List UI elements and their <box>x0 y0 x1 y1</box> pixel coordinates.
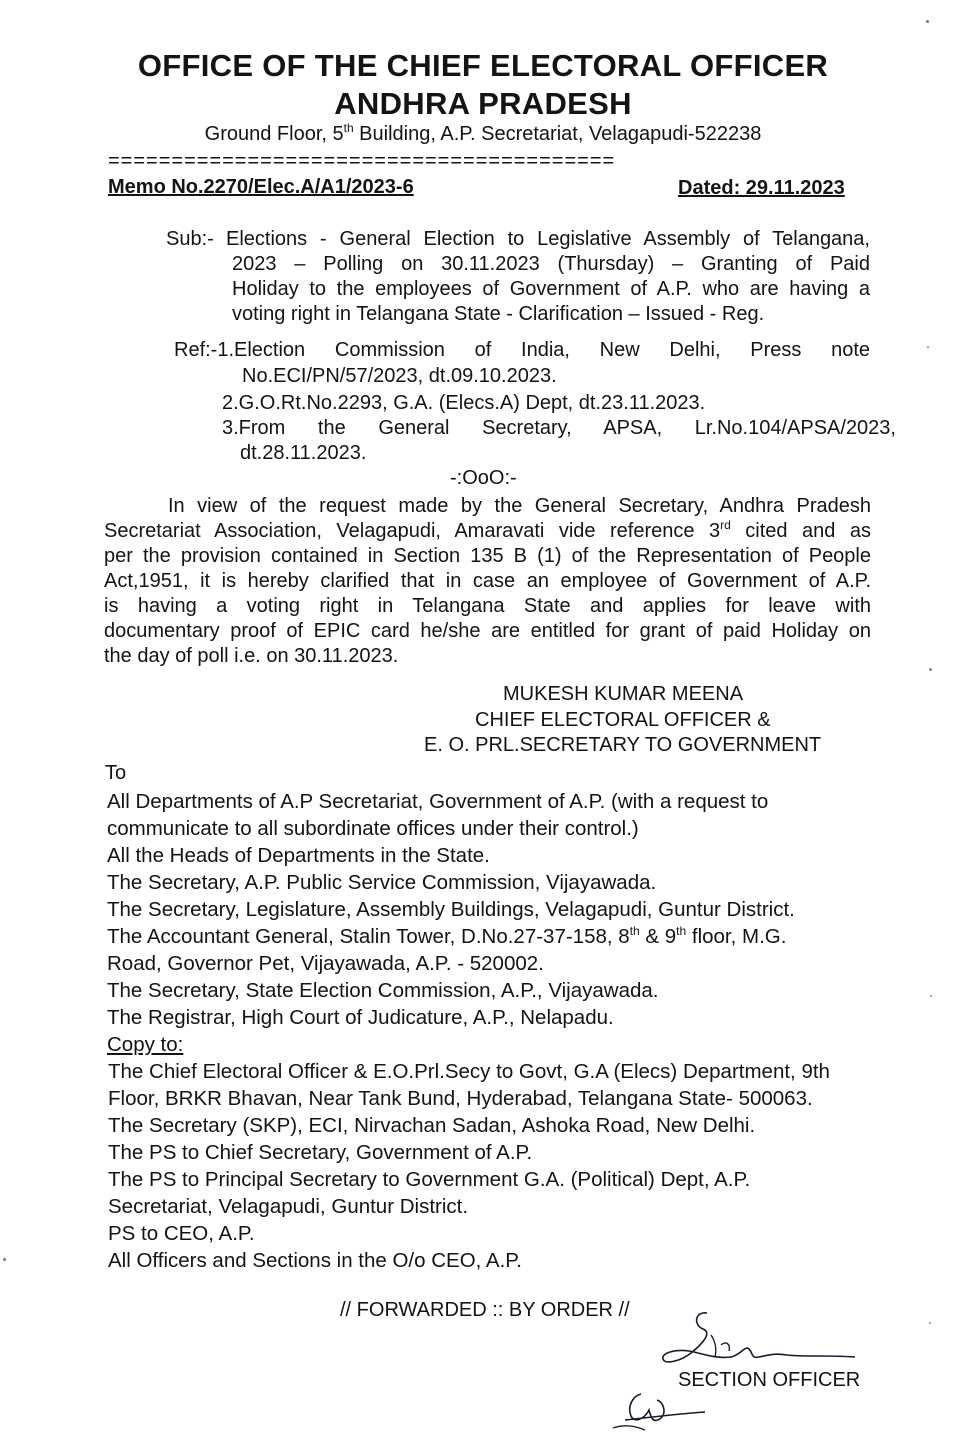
to-label: To <box>105 762 127 784</box>
copy-to-item: The PS to Principal Secretary to Government G.A. (Political) Dept, A.P. <box>108 1168 751 1191</box>
to-item: The Secretary, State Election Commission, A.P., Vijayawada. <box>107 979 659 1002</box>
subject-line-1: Elections - General Election to Legislative Assembly of Telangana, <box>226 228 870 250</box>
initials-signature <box>605 1388 715 1432</box>
body-line-3: per the provision contained in Section 135 B (1) of the Representation of People <box>104 545 871 567</box>
forwarded-by-order: // FORWARDED :: BY ORDER // <box>340 1299 630 1321</box>
subject-line-4: voting right in Telangana State - Clarification – Issued - Reg. <box>232 303 765 325</box>
copy-to-item: Secretariat, Velagapudi, Guntur District. <box>108 1195 469 1218</box>
to-item: The Registrar, High Court of Judicature, A.P., Nelapadu. <box>107 1006 614 1029</box>
to-item: The Secretary, Legislature, Assembly Buildings, Velagapudi, Guntur District. <box>107 898 795 921</box>
reference-3-line-2: dt.28.11.2023. <box>240 442 367 464</box>
office-address: Ground Floor, 5th Building, A.P. Secretariat, Velagapudi-522238 <box>204 121 762 145</box>
copy-to-item: PS to CEO, A.P. <box>108 1222 255 1245</box>
reference-1-line-1: Ref:-1.Election Commission of India, New Delhi, Press note <box>174 339 870 361</box>
copy-to-item: The PS to Chief Secretary, Government of A.P. <box>108 1141 533 1164</box>
copy-to-label: Copy to: <box>107 1033 184 1056</box>
subject-line-3: Holiday to the employees of Government of A.P. who are having a <box>232 278 870 300</box>
to-item: Road, Governor Pet, Vijayawada, A.P. - 520002. <box>107 952 544 975</box>
body-line-2: Secretariat Association, Velagapudi, Amaravati vide reference 3rd cited and as <box>104 518 871 542</box>
section-officer-label: SECTION OFFICER <box>678 1369 861 1391</box>
signatory-designation-1: CHIEF ELECTORAL OFFICER & <box>475 709 771 731</box>
body-line-7: the day of poll i.e. on 30.11.2023. <box>104 645 399 667</box>
signatory-designation-2: E. O. PRL.SECRETARY TO GOVERNMENT <box>424 734 822 756</box>
memo-date: Dated: 29.11.2023 <box>678 177 845 199</box>
body-line-6: documentary proof of EPIC card he/she are entitled for grant of paid Holiday on <box>104 620 871 642</box>
signatory-name: MUKESH KUMAR MEENA <box>503 683 744 705</box>
scan-speck <box>930 995 932 997</box>
scan-speck <box>927 346 929 348</box>
subject-line-2: 2023 – Polling on 30.11.2023 (Thursday) – Granting of Paid <box>232 253 870 275</box>
section-divider: -:OoO:- <box>450 467 517 489</box>
header-separator: ======================================== <box>108 150 616 172</box>
to-item: All Departments of A.P Secretariat, Government of A.P. (with a request to <box>107 790 769 813</box>
body-line-5: is having a voting right in Telangana State and applies for leave with <box>104 595 871 617</box>
copy-to-item: The Secretary (SKP), ECI, Nirvachan Sadan, Ashoka Road, New Delhi. <box>108 1114 756 1137</box>
to-item-accountant-general: The Accountant General, Stalin Tower, D.No.27-37-158, 8th & 9th floor, M.G. <box>107 924 787 948</box>
scan-speck <box>926 20 929 23</box>
to-item: communicate to all subordinate offices under their control.) <box>107 817 639 840</box>
state-title: ANDHRA PRADESH <box>334 86 632 121</box>
copy-to-item: The Chief Electoral Officer & E.O.Prl.Secy to Govt, G.A (Elecs) Department, 9th <box>108 1060 830 1083</box>
reference-1-line-2: No.ECI/PN/57/2023, dt.09.10.2023. <box>242 365 557 387</box>
to-item: All the Heads of Departments in the State. <box>107 844 490 867</box>
memo-number: Memo No.2270/Elec.A/A1/2023-6 <box>108 176 414 198</box>
scan-speck <box>929 668 932 671</box>
to-item: The Secretary, A.P. Public Service Commission, Vijayawada. <box>107 871 657 894</box>
copy-to-item: Floor, BRKR Bhavan, Near Tank Bund, Hyderabad, Telangana State- 500063. <box>108 1087 813 1110</box>
body-line-1: In view of the request made by the General Secretary, Andhra Pradesh <box>168 495 871 517</box>
reference-3-line-1: 3.From the General Secretary, APSA, Lr.No.104/APSA/2023, <box>222 417 896 439</box>
subject-prefix: Sub:- <box>166 228 214 250</box>
scan-speck <box>3 1258 6 1261</box>
reference-2: 2.G.O.Rt.No.2293, G.A. (Elecs.A) Dept, dt.23.11.2023. <box>222 392 706 414</box>
body-line-4: Act,1951, it is hereby clarified that in case an employee of Government of A.P. <box>104 570 871 592</box>
copy-to-item: All Officers and Sections in the O/o CEO, A.P. <box>108 1249 523 1272</box>
scan-speck <box>929 1322 931 1324</box>
office-title: OFFICE OF THE CHIEF ELECTORAL OFFICER <box>137 48 829 83</box>
